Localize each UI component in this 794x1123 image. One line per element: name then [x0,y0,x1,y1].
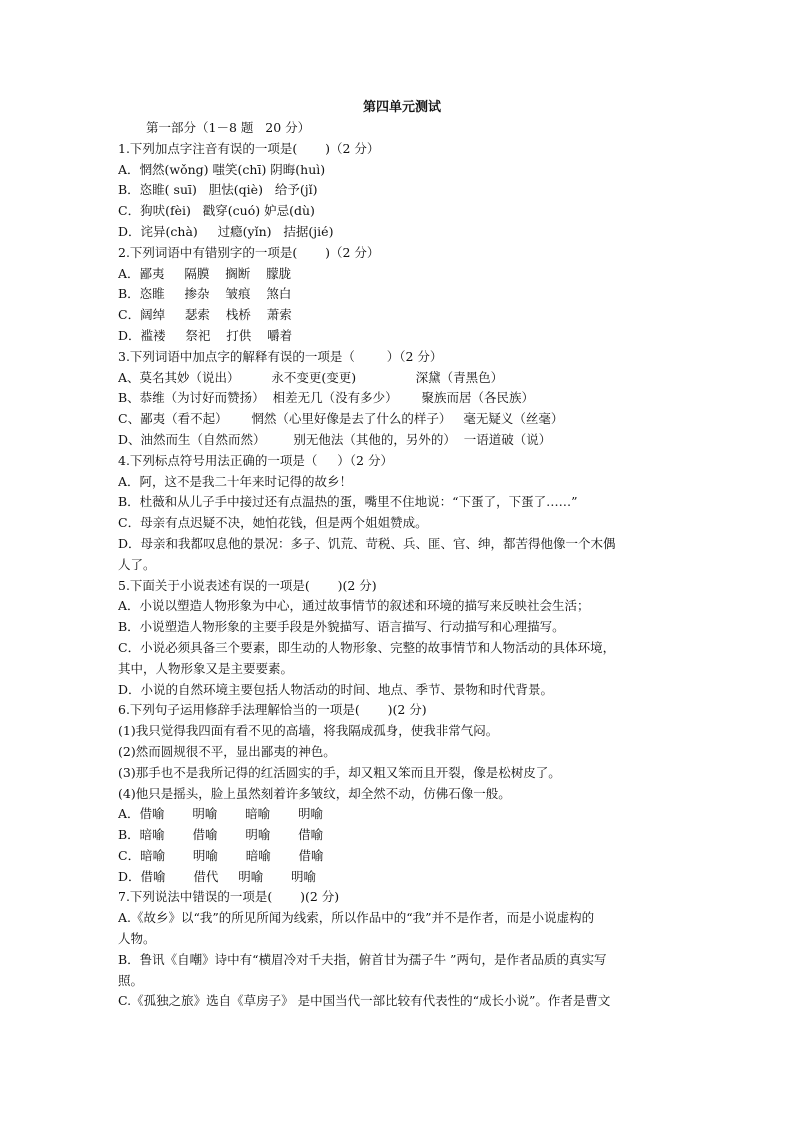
question-list [118,139,678,1012]
question-line: (3)那手也不是我所记得的红活圆实的手，却又粗又笨而且开裂，像是松树皮了。 [118,764,561,780]
question-line: B．小说塑造人物形象的主要手段是外貌描写、语言描写、行动描写和心理描写。 [118,619,565,635]
question-line: A、莫名其妙（说出） 永不变更(变更) 深黛（青黑色） [118,369,504,385]
question-stem: 4.下列标点符号用法正确的一项是（ ）（2 分） [118,452,393,468]
question-line: B．恣睢 掺杂 皱痕 煞白 [118,286,292,302]
question-line: D．借喻 借代 明喻 明喻 [118,868,317,884]
question-stem: 5.下面关于小说表述有误的一项是( )(2 分) [118,577,377,593]
question-stem: 2.下列词语中有错别字的一项是( )（2 分） [118,244,380,260]
question-line: B．暗喻 借喻 明喻 借喻 [118,827,324,843]
question-line: B、恭维（为讨好而赞扬） 相差无几（没有多少） 聚族而居（各民族） [118,390,534,406]
question-stem: 3.下列词语中加点字的解释有误的一项是（ ）（2 分） [118,348,443,364]
question-line: B．鲁讯《自嘲》诗中有“横眉冷对千夫指，俯首甘为孺子牛 ”两句，是作者品质的真实写 [118,951,607,967]
question-line: A．借喻 明喻 暗喻 明喻 [118,806,323,822]
question-line: C．阔绰 瑟索 栈桥 萧索 [118,307,292,323]
question-stem: 7.下列说法中错误的一项是( )(2 分) [118,889,340,905]
question-line: 人了。 [118,556,156,572]
question-line: A．小说以塑造人物形象为中心，通过故事情节的叙述和环境的描写来反映社会生活； [118,598,590,614]
question-stem: 1.下列加点字注音有误的一项是( )（2 分） [118,140,380,156]
question-line: C．狗吠(fèi) 戳穿(cuó) 妒忌(dù) [118,203,315,219]
question-line: D．小说的自然环境主要包括人物活动的时间、地点、季节、景物和时代背景。 [118,681,554,697]
question-line: A．惘然(wǒng) 嗤笑(chī) 阴晦(huì) [118,161,326,177]
question-line: 其中，人物形象又是主要要素。 [118,660,294,676]
question-line: C．暗喻 明喻 暗喻 借喻 [118,847,324,863]
question-line: C、鄙夷（看不起） 惘然（心里好像是去了什么的样子） 毫无疑义（丝毫） [118,411,564,427]
question-line: C．母亲有点迟疑不决，她怕花钱，但是两个姐姐赞成。 [118,515,428,531]
question-line: A．鄙夷 隔膜 搁断 朦胧 [118,265,292,281]
question-line: (4)他只是摇头，脸上虽然刻着许多皱纹，却全然不动，仿佛石像一般。 [118,785,511,801]
question-line: 照。 [118,972,144,988]
question-line: D．母亲和我都叹息他的景况：多子、饥荒、苛税、兵、匪、官、绅，都苦得他像一个木偶 [118,535,616,551]
question-line: D、油然而生（自然而然） 别无他法（其他的，另外的） 一语道破（说） [118,431,552,447]
question-line: (1)我只觉得我四面有看不见的高墙，将我隔成孤身，使我非常气闷。 [118,723,499,739]
section-heading: 第一部分（1－8 题 20 分） [146,120,311,135]
question-line: (2)然而圆规很不平，显出鄙夷的神色。 [118,743,336,759]
question-line: 人物。 [118,931,156,947]
document-body [118,98,678,1012]
question-line: A．阿，这不是我二十年来时记得的故乡！ [118,473,353,489]
question-line: B．恣睢( suī) 胆怯(qiè) 给予(jǐ) [118,182,318,198]
question-stem: 6.下列句子运用修辞手法理解恰当的一项是( )(2 分) [118,702,427,718]
page-title: 第四单元测试 [362,100,441,115]
question-line: C.《孤独之旅》选自《草房子》 是中国当代一部比较有代表性的“成长小说”。作者是曹文 [118,993,611,1009]
question-line: C．小说必须具备三个要素，即生动的人物形象、完整的故事情节和人物活动的具体环境， [118,639,616,655]
question-line: D．诧异(chà) 过瘾(yǐn) 拮据(jié) [118,223,334,239]
question-line: A.《故乡》以“我”的所见所闻为线索，所以作品中的“我”并不是作者，而是小说虚构的 [118,910,595,926]
question-line: D．褴褛 祭祀 打供 嚼着 [118,327,293,343]
question-line: B．杜薇和从儿子手中接过还有点温热的蛋，嘴里不住地说：“下蛋了，下蛋了……” [118,494,578,510]
